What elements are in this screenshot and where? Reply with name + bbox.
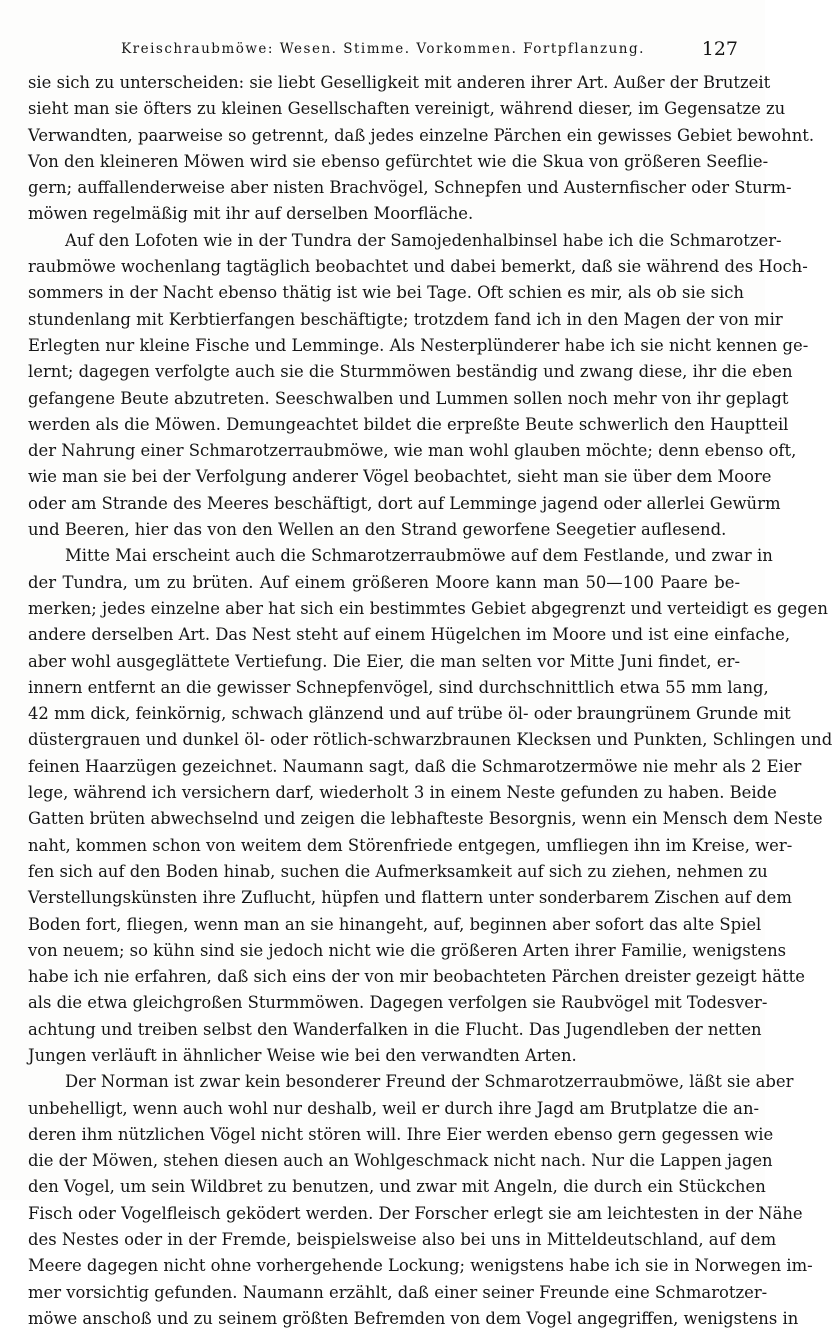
page-number: 127	[701, 38, 738, 60]
text-line: achtung und treiben selbst den Wanderfalken in die Flucht. Das Jugendleben der netten	[28, 1019, 762, 1039]
running-title: Kreischraubmöwe: Wesen. Stimme. Vorkommen. Fortpflanzung.	[121, 41, 645, 57]
text-line: Verstellungskünsten ihre Zuflucht, hüpfen und flattern unter sonderbarem Zischen auf dem	[28, 888, 792, 908]
text-line: sommers in der Nacht ebenso thätig ist wie bei Tage. Oft schien es mir, als ob sie sich	[28, 283, 744, 303]
paragraph-1	[28, 70, 815, 228]
text-line: Von den kleineren Möwen wird sie ebenso gefürchtet wie die Skua von größeren Seeflie-	[28, 151, 769, 171]
paragraph-3	[28, 543, 832, 1069]
text-line: fen sich auf den Boden hinab, suchen die Aufmerksamkeit auf sich zu ziehen, nehmen zu	[28, 861, 768, 881]
text-line: Jungen verläuft in ähnlicher Weise wie bei den verwandten Arten.	[28, 1045, 577, 1065]
text-line: gern; auffallenderweise aber nisten Brachvögel, Schnepfen und Austernfischer oder Sturm-	[28, 178, 792, 198]
text-line: habe ich nie erfahren, daß sich eins der von mir beobachteten Pärchen dreister gezeigt hätte	[28, 967, 805, 987]
text-line: innern entfernt an die gewisser Schnepfenvögel, sind durchschnittlich etwa 55 mm lang,	[28, 677, 769, 697]
text-line: deren ihm nützlichen Vögel nicht stören will. Ihre Eier werden ebenso gern gegessen wie	[28, 1124, 774, 1144]
text-line: lernt; dagegen verfolgte auch sie die Sturmmöwen beständig und zwang diese, ihr die eben	[28, 362, 793, 382]
text-line: naht, kommen schon von weitem dem Störenfriede entgegen, umfliegen ihn im Kreise, wer-	[28, 835, 793, 855]
text-line: unbehelligt, wenn auch wohl nur deshalb, weil er durch ihre Jagd am Brutplatze die an-	[28, 1098, 760, 1118]
text-line: stundenlang mit Kerbtierfangen beschäftigte; trotzdem fand ich in den Magen der von mir	[28, 309, 783, 329]
text-line: von neuem; so kühn sind sie jedoch nicht wie die größeren Arten ihrer Familie, wenigstens	[28, 940, 787, 960]
text-line: Der Norman ist zwar kein besonderer Freund der Schmarotzerraubmöwe, läßt sie aber	[65, 1072, 794, 1092]
text-line: der Nahrung einer Schmarotzerraubmöwe, wie man wohl glauben möchte; denn ebenso oft,	[28, 441, 797, 461]
text-line: gefangene Beute abzutreten. Seeschwalben und Lummen sollen noch mehr von ihr geplagt	[28, 388, 789, 408]
body-text	[28, 70, 832, 1332]
text-line: oder am Strande des Meeres beschäftigt, dort auf Lemminge jagend oder allerlei Gewürm	[28, 493, 781, 513]
text-line: des Nestes oder in der Fremde, beispielsweise also bei uns in Mitteldeutschland, auf dem	[28, 1230, 777, 1250]
text-line: aber wohl ausgeglättete Vertiefung. Die Eier, die man selten vor Mitte Juni findet, er-	[28, 651, 740, 671]
text-line: andere derselben Art. Das Nest steht auf einem Hügelchen im Moore und ist eine einfache,	[28, 625, 791, 645]
text-line: Auf den Lofoten wie in der Tundra der Samojedenhalbinsel habe ich die Schmarotzer-	[65, 230, 782, 250]
text-line: 42 mm dick, feinkörnig, schwach glänzend und auf trübe öl- oder braungrünem Grunde mit	[28, 704, 791, 724]
text-line: werden als die Möwen. Demungeachtet bildet die erpreßte Beute schwerlich den Hauptteil	[28, 414, 789, 434]
text-line: die der Möwen, stehen diesen auch an Wohlgeschmack nicht nach. Nur die Lappen jagen	[28, 1151, 773, 1171]
paragraph-2	[28, 228, 809, 544]
text-line: sieht man sie öfters zu kleinen Gesellschaften vereinigt, während dieser, im Gegensatze zu	[28, 99, 786, 119]
text-line: raubmöwe wochenlang tagtäglich beobachtet und dabei bemerkt, daß sie während des Hoch-	[28, 257, 808, 277]
text-line: mer vorsichtig gefunden. Naumann erzählt, daß einer seiner Freunde eine Schmarotzer-	[28, 1282, 768, 1302]
text-line: und Beeren, hier das von den Wellen an den Strand geworfene Seegetier auflesend.	[28, 520, 727, 540]
text-line: Meere dagegen nicht ohne vorhergehende Lockung; wenigstens habe ich sie in Norwegen im-	[28, 1256, 813, 1276]
text-line: Verwandten, paarweise so getrennt, daß jedes einzelne Pärchen ein gewisses Gebiet bewohnt.	[28, 125, 815, 145]
text-line: Fisch oder Vogelfleisch geködert werden. Der Forscher erlegt sie am leichtesten in der Nähe	[28, 1203, 803, 1223]
text-line: lege, während ich versichern darf, wiederholt 3 in einem Neste gefunden zu haben. Beide	[28, 783, 777, 803]
running-header	[28, 36, 738, 62]
text-line: feinen Haarzügen gezeichnet. Naumann sagt, daß die Schmarotzermöwe nie mehr als 2 Eier	[28, 756, 802, 776]
text-line: den Vogel, um sein Wildbret zu benutzen, und zwar mit Angeln, die durch ein Stückchen	[28, 1177, 766, 1197]
text-line: düstergrauen und dunkel öl- oder rötlich-schwarzbraunen Klecksen und Punkten, Schlingen und	[28, 730, 832, 750]
text-line: Erlegten nur kleine Fische und Lemminge. Als Nesterplünderer habe ich sie nicht kennen ge-	[28, 335, 809, 355]
text-line: Gatten brüten abwechselnd und zeigen die lebhafteste Besorgnis, wenn ein Mensch dem Neste	[28, 809, 823, 829]
text-line: Boden fort, fliegen, wenn man an sie hinangeht, auf, beginnen aber sofort das alte Spiel	[28, 914, 762, 934]
text-line: als die etwa gleichgroßen Sturmmöwen. Dagegen verfolgen sie Raubvögel mit Todesver-	[28, 993, 768, 1013]
text-line: merken; jedes einzelne aber hat sich ein bestimmtes Gebiet abgegrenzt und verteidigt es gegen	[28, 598, 828, 618]
text-line: möwe anschoß und zu seinem größten Befremden von dem Vogel angegriffen, wenigstens in	[28, 1308, 799, 1328]
text-line: wie man sie bei der Verfolgung anderer Vögel beobachtet, sieht man sie über dem Moore	[28, 467, 772, 487]
text-line: der Tundra, um zu brüten. Auf einem größeren Moore kann man 50—100 Paare be-	[28, 572, 740, 592]
text-line: sie sich zu unterscheiden: sie liebt Geselligkeit mit anderen ihrer Art. Außer der Brutzeit	[28, 73, 771, 92]
text-line: möwen regelmäßig mit ihr auf derselben Moorfläche.	[28, 204, 474, 224]
paragraph-4	[28, 1069, 813, 1332]
text-line: Mitte Mai erscheint auch die Schmarotzerraubmöwe auf dem Festlande, und zwar in	[65, 546, 773, 566]
